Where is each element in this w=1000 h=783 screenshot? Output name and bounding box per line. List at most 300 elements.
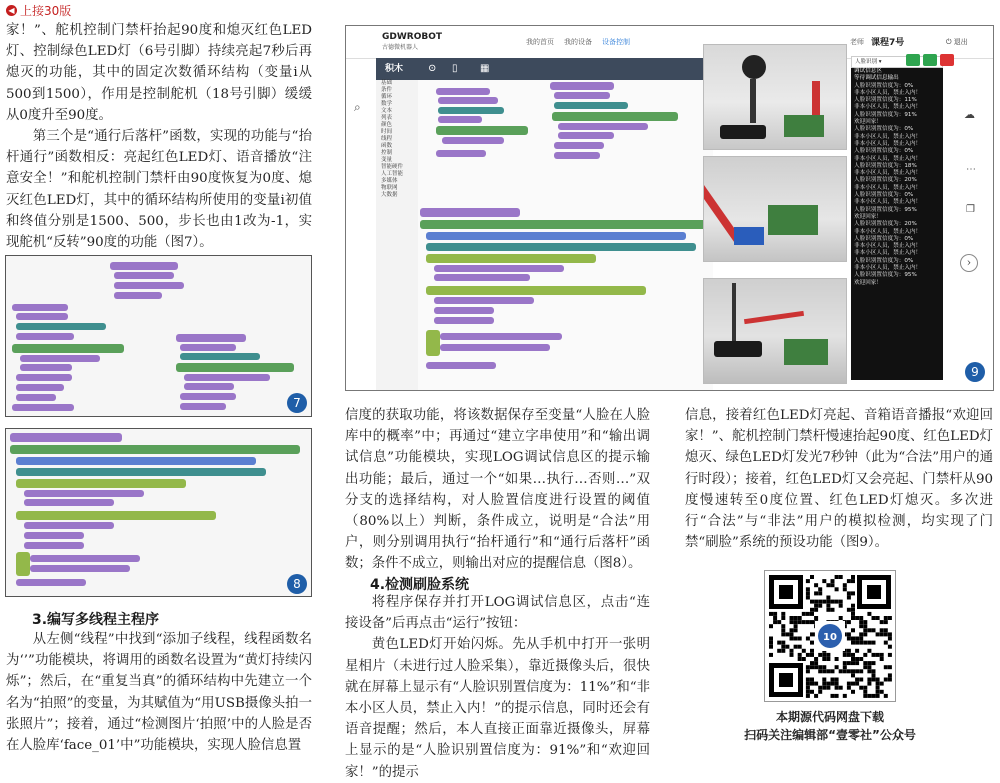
log-line: 人脸识别置信度为：11% xyxy=(854,97,917,104)
qr-module xyxy=(863,661,867,665)
qr-module xyxy=(847,653,851,657)
qr-module xyxy=(888,637,892,641)
qr-module xyxy=(781,641,785,645)
qr-module xyxy=(888,632,892,636)
qr-code-graphic xyxy=(765,571,895,701)
qr-module xyxy=(884,632,888,636)
qr-module xyxy=(859,632,863,636)
qr-module xyxy=(810,575,814,579)
category-item[interactable]: 变量 xyxy=(381,157,393,163)
qr-module xyxy=(851,579,855,583)
qr-module xyxy=(822,686,826,690)
photo-hardware-3 xyxy=(703,278,847,384)
qr-module xyxy=(839,600,843,604)
qr-module xyxy=(806,587,810,591)
connect-button[interactable] xyxy=(906,54,920,66)
log-line: 人脸识别置信度为：0% xyxy=(854,192,914,199)
log-line: 人脸识别置信度为：0% xyxy=(854,148,914,155)
qr-module xyxy=(884,628,888,632)
course-name: 课程7号 xyxy=(871,38,905,48)
exit-label: 退出 xyxy=(953,38,968,46)
qr-module xyxy=(851,690,855,694)
qr-module xyxy=(867,665,871,669)
column-3-text xyxy=(685,405,993,553)
log-line: 人脸识别置信度为：0% xyxy=(854,82,914,89)
qr-module xyxy=(810,665,814,669)
category-item[interactable]: 线程 xyxy=(381,136,393,142)
qr-module xyxy=(790,637,794,641)
qr-code xyxy=(764,570,896,702)
log-title: 调试信息区 xyxy=(854,68,882,74)
qr-module xyxy=(839,575,843,579)
brand-logo xyxy=(382,32,442,51)
qr-module xyxy=(798,616,802,620)
continued-from-label: 上接30版 xyxy=(20,4,72,18)
qr-module xyxy=(810,682,814,686)
qr-caption-line-2: 扫码关注编辑部“壹零社”公众号 xyxy=(744,728,916,742)
qr-module xyxy=(863,665,867,669)
qr-module xyxy=(855,649,859,653)
qr-module xyxy=(863,653,867,657)
qr-module xyxy=(769,637,773,641)
qr-module xyxy=(806,653,810,657)
qr-module xyxy=(839,604,843,608)
qr-module xyxy=(798,645,802,649)
qr-module xyxy=(806,669,810,673)
qr-module xyxy=(851,637,855,641)
qr-module xyxy=(863,624,867,628)
qr-module xyxy=(835,682,839,686)
qr-module xyxy=(880,628,884,632)
qr-module xyxy=(847,682,851,686)
continued-from-tag xyxy=(6,2,71,19)
qr-module xyxy=(888,678,892,682)
qr-module xyxy=(851,591,855,595)
column-2-text-lower xyxy=(345,592,650,783)
qr-module xyxy=(876,686,880,690)
qr-module xyxy=(876,690,880,694)
log-line: 人脸识别置信度为：20% xyxy=(854,221,917,228)
qr-module xyxy=(806,678,810,682)
category-item[interactable]: 大数据 xyxy=(381,192,398,198)
share-icon[interactable]: ⋯ xyxy=(966,164,976,175)
qr-module xyxy=(884,665,888,669)
qr-module xyxy=(769,612,773,616)
qr-module xyxy=(818,669,822,673)
qr-module xyxy=(826,600,830,604)
qr-module xyxy=(785,645,789,649)
qr-module xyxy=(876,694,880,698)
qr-module xyxy=(884,678,888,682)
qr-module xyxy=(810,600,814,604)
qr-module xyxy=(794,645,798,649)
qr-module xyxy=(851,682,855,686)
category-item[interactable]: 智能硬件 xyxy=(381,164,404,170)
qr-module xyxy=(831,669,835,673)
qr-module xyxy=(781,632,785,636)
qr-module xyxy=(884,694,888,698)
qr-module xyxy=(876,616,880,620)
qr-module xyxy=(884,641,888,645)
category-item[interactable]: 数学 xyxy=(381,101,393,107)
qr-module xyxy=(863,686,867,690)
paragraph: 将程序保存并打开LOG调试信息区，点击“连接设备”后再点击“运行”按钮： xyxy=(345,595,650,632)
qr-module xyxy=(851,604,855,608)
qr-module xyxy=(810,649,814,653)
qr-module xyxy=(851,673,855,677)
back-arrow-icon: ◀ xyxy=(6,5,17,16)
category-item[interactable]: 基础 xyxy=(381,80,393,86)
qr-module xyxy=(859,678,863,682)
qr-module xyxy=(855,641,859,645)
qr-module xyxy=(777,649,781,653)
log-line: 人脸识别置信度为：95% xyxy=(854,272,917,279)
qr-module xyxy=(773,620,777,624)
tab-blocks[interactable]: 积木 xyxy=(384,64,403,74)
qr-module xyxy=(790,649,794,653)
qr-module xyxy=(826,686,830,690)
qr-module xyxy=(859,669,863,673)
qr-module xyxy=(781,628,785,632)
qr-module xyxy=(867,678,871,682)
qr-module xyxy=(810,690,814,694)
qr-module xyxy=(839,616,843,620)
qr-module xyxy=(872,616,876,620)
category-item[interactable]: 人工智能 xyxy=(381,171,404,177)
qr-module xyxy=(781,645,785,649)
log-line: 人脸识别置信度为：20% xyxy=(854,177,917,184)
qr-module xyxy=(884,620,888,624)
qr-module xyxy=(781,612,785,616)
qr-module xyxy=(867,682,871,686)
qr-module xyxy=(818,690,822,694)
qr-module xyxy=(814,583,818,587)
qr-module xyxy=(822,657,826,661)
qr-module xyxy=(810,620,814,624)
qr-module xyxy=(790,616,794,620)
qr-module xyxy=(806,620,810,624)
qr-module xyxy=(835,575,839,579)
qr-module xyxy=(802,612,806,616)
qr-module xyxy=(831,579,835,583)
user-role: 老师 xyxy=(850,38,864,46)
qr-module xyxy=(831,600,835,604)
category-item[interactable]: 文本 xyxy=(381,108,393,114)
category-item[interactable]: 条件 xyxy=(381,87,393,93)
qr-module xyxy=(859,641,863,645)
qr-module xyxy=(872,673,876,677)
qr-module xyxy=(769,653,773,657)
qr-module xyxy=(810,678,814,682)
log-lines xyxy=(854,83,940,287)
qr-module xyxy=(798,653,802,657)
qr-module xyxy=(814,694,818,698)
qr-module xyxy=(851,628,855,632)
stop-button[interactable] xyxy=(940,54,954,66)
qr-caption-line-1: 本期源代码网盘下载 xyxy=(775,710,884,724)
qr-module xyxy=(843,694,847,698)
qr-module xyxy=(843,665,847,669)
exit-link[interactable]: ⏻ 退出 xyxy=(946,38,968,46)
qr-module xyxy=(769,624,773,628)
run-button[interactable] xyxy=(923,54,937,66)
qr-module xyxy=(818,600,822,604)
qr-module xyxy=(863,641,867,645)
brand-name: GDWROBOT xyxy=(382,32,443,42)
qr-module xyxy=(822,600,826,604)
qr-module xyxy=(876,632,880,636)
qr-module xyxy=(888,616,892,620)
qr-module xyxy=(855,661,859,665)
qr-module xyxy=(826,657,830,661)
app-topbar xyxy=(346,26,993,59)
qr-module xyxy=(814,665,818,669)
device-select[interactable]: 人脸识别 ▾ xyxy=(851,56,943,68)
qr-module xyxy=(859,624,863,628)
qr-module xyxy=(826,682,830,686)
category-item[interactable]: 循环 xyxy=(381,94,393,100)
qr-module xyxy=(826,604,830,608)
qr-module xyxy=(826,583,830,587)
qr-module xyxy=(818,591,822,595)
log-line: 非本小区人员，禁止入内！ xyxy=(854,89,922,96)
qr-module xyxy=(847,661,851,665)
qr-module xyxy=(831,682,835,686)
qr-module xyxy=(847,669,851,673)
qr-module xyxy=(863,694,867,698)
qr-module xyxy=(855,616,859,620)
qr-module xyxy=(847,686,851,690)
qr-module xyxy=(822,579,826,583)
qr-module xyxy=(810,608,814,612)
qr-module xyxy=(798,620,802,624)
log-line: 欢迎回家！ xyxy=(854,119,882,126)
log-line: 非本小区人员，禁止入内！ xyxy=(854,104,922,111)
qr-module xyxy=(867,612,871,616)
qr-module xyxy=(863,690,867,694)
qr-module xyxy=(855,637,859,641)
log-line: 非本小区人员，禁止入内！ xyxy=(854,199,922,206)
log-line: 非本小区人员，禁止入内！ xyxy=(854,243,922,250)
qr-module xyxy=(872,628,876,632)
section-3-text xyxy=(6,629,312,756)
qr-module xyxy=(831,583,835,587)
qr-module xyxy=(781,616,785,620)
photo-hardware-1 xyxy=(703,44,847,150)
qr-module xyxy=(806,596,810,600)
qr-module xyxy=(872,661,876,665)
qr-module xyxy=(847,649,851,653)
qr-module xyxy=(847,608,851,612)
category-item[interactable]: 列表 xyxy=(381,115,393,121)
brand-subtitle: 古德微机器人 xyxy=(382,44,419,51)
qr-module xyxy=(859,620,863,624)
log-line: 非本小区人员，禁止入内！ xyxy=(854,170,922,177)
category-item[interactable]: 多媒体 xyxy=(381,178,398,184)
qr-module xyxy=(806,591,810,595)
qr-module xyxy=(859,686,863,690)
upload-icon[interactable]: ☁ xyxy=(964,108,975,121)
qr-module xyxy=(843,661,847,665)
qr-module xyxy=(867,694,871,698)
qr-module xyxy=(888,673,892,677)
zoom-search-icon[interactable]: ⌕ xyxy=(354,100,361,114)
svg-text:10: 10 xyxy=(823,632,837,643)
figure-9-number: 9 xyxy=(965,362,985,382)
log-line: 人脸识别置信度为：91% xyxy=(854,111,917,118)
qr-module xyxy=(773,612,777,616)
qr-module xyxy=(806,686,810,690)
qr-module xyxy=(826,608,830,612)
right-sidebar xyxy=(950,68,993,390)
qr-module xyxy=(859,637,863,641)
category-item[interactable]: 时间 xyxy=(381,129,393,135)
qr-module xyxy=(872,678,876,682)
qr-module xyxy=(790,628,794,632)
grid-icon[interactable]: ▦ xyxy=(480,63,490,74)
qr-module xyxy=(777,620,781,624)
qr-module xyxy=(855,678,859,682)
qr-module xyxy=(785,632,789,636)
qr-caption xyxy=(730,708,930,744)
qr-module xyxy=(847,620,851,624)
copy-icon[interactable]: ❐ xyxy=(966,204,975,215)
figure-7 xyxy=(5,255,312,417)
qr-module xyxy=(884,616,888,620)
category-item[interactable]: 控制 xyxy=(381,150,393,156)
section-3-title: 3.编写多线程主程序 xyxy=(32,612,160,628)
column-2-text xyxy=(345,405,650,575)
qr-module xyxy=(859,657,863,661)
paragraph: 家！”、舵机控制门禁杆抬起90度和熄灭红色LED灯、控制绿色LED灯（6号引脚）持续亮起7秒后再熄灭的功能，其中的固定次数循环结构（变量i从500到1500），作用是控制舵机（18号引脚）缓缓从0度升至90度。 xyxy=(6,23,312,123)
category-item[interactable]: 物联网 xyxy=(381,185,398,191)
qr-module xyxy=(851,661,855,665)
editor-toolbar xyxy=(376,58,728,80)
log-line: 非本小区人员，禁止入内！ xyxy=(854,265,922,272)
qr-module xyxy=(880,653,884,657)
paragraph: 黄色LED灯开始闪烁。先从手机中打开一张明星相片（未进行过人脸采集），靠近摄像头后，很快就在屏幕上显示有“人脸识别置信度为：11%”和“非本小区人员，禁止入内！”的提示信息，同时还会有语音提醒；然后，本人直接正面靠近摄像头，屏幕上显示的是“人脸识别置信度为：91%”和“欢迎回家！”的提示 xyxy=(345,637,650,780)
qr-module xyxy=(880,620,884,624)
qr-module xyxy=(872,694,876,698)
qr-module xyxy=(867,628,871,632)
qr-module xyxy=(851,653,855,657)
qr-module xyxy=(843,587,847,591)
qr-module xyxy=(847,632,851,636)
qr-module xyxy=(810,612,814,616)
qr-module xyxy=(847,596,851,600)
qr-module xyxy=(806,694,810,698)
qr-module xyxy=(867,649,871,653)
log-subtitle: 等待调试信息输出 xyxy=(854,75,899,82)
log-line: 人脸识别置信度为：95% xyxy=(854,206,917,213)
qr-module xyxy=(814,608,818,612)
qr-module xyxy=(810,653,814,657)
photo-hardware-2 xyxy=(703,156,847,262)
qr-module xyxy=(859,616,863,620)
nav-home[interactable]: 我的首页 xyxy=(526,38,554,46)
qr-module xyxy=(794,624,798,628)
paragraph: 信息，接着红色LED灯亮起、音箱语音播报“欢迎回家！”、舵机控制门禁杆慢速抬起90度、红色LED灯熄灭、绿色LED灯发光7秒钟（此为“合法”用户的通行时段）；接着，红色LED灯又会亮起、门禁杆从90度慢速转至0度位置、红色LED灯熄灭。多次进行“合法”与“非法”用户的模拟检测，均实现了门禁“刷脸”系统的预设功能（图9）。 xyxy=(685,408,993,551)
log-line: 人脸识别置信度为：0% xyxy=(854,235,914,242)
qr-module xyxy=(781,624,785,628)
qr-module xyxy=(839,669,843,673)
qr-module xyxy=(814,616,818,620)
qr-module xyxy=(880,682,884,686)
next-arrow-icon[interactable]: › xyxy=(960,254,978,272)
log-line: 人脸识别置信度为：18% xyxy=(854,162,917,169)
log-line: 非本小区人员，禁止入内！ xyxy=(854,250,922,257)
qr-module xyxy=(818,665,822,669)
log-line: 非本小区人员，禁止入内！ xyxy=(854,140,922,147)
qr-module xyxy=(814,591,818,595)
search-icon[interactable]: ⊙ xyxy=(428,63,437,74)
qr-module xyxy=(831,678,835,682)
qr-module xyxy=(794,637,798,641)
qr-module xyxy=(826,653,830,657)
qr-module xyxy=(814,604,818,608)
category-item[interactable]: 函数 xyxy=(381,143,393,149)
qr-module xyxy=(802,620,806,624)
blocks-workspace[interactable] xyxy=(418,80,713,390)
qr-module xyxy=(794,616,798,620)
qr-module xyxy=(822,653,826,657)
paragraph: 第三个是“通行后落杆”函数，实现的功能与“抬杆通行”函数相反：亮起红色LED灯、语音播放“注意安全！”和舵机控制门禁杆由90度恢复为0度、熄灭红色LED灯，其中的循环结构所使用的变量i初值和终值分别是1500、500，步长也由1改为-1，实现舵机“反转”90度的功能（图7）。 xyxy=(6,129,312,251)
qr-module xyxy=(835,678,839,682)
log-panel xyxy=(851,68,943,380)
qr-module xyxy=(835,600,839,604)
nav-device-control[interactable]: 设备控制 xyxy=(602,38,630,46)
log-line: 非本小区人员，禁止入内！ xyxy=(854,155,922,162)
category-item[interactable]: 颜色 xyxy=(381,122,393,128)
qr-module xyxy=(822,665,826,669)
qr-module xyxy=(835,657,839,661)
qr-module xyxy=(876,653,880,657)
qr-module xyxy=(880,690,884,694)
file-icon[interactable]: ▯ xyxy=(452,63,458,74)
qr-module xyxy=(843,653,847,657)
qr-module xyxy=(872,669,876,673)
nav-devices[interactable]: 我的设备 xyxy=(564,38,592,46)
qr-module xyxy=(855,657,859,661)
qr-module xyxy=(863,620,867,624)
qr-module xyxy=(818,686,822,690)
qr-module xyxy=(851,608,855,612)
qr-module xyxy=(769,641,773,645)
qr-module xyxy=(777,641,781,645)
figure-8-number: 8 xyxy=(287,574,307,594)
qr-module xyxy=(814,682,818,686)
qr-module xyxy=(851,657,855,661)
qr-module xyxy=(798,657,802,661)
column-1-text xyxy=(6,20,312,253)
figure-9-screenshot xyxy=(345,25,994,391)
log-line: 非本小区人员，禁止入内！ xyxy=(854,228,922,235)
block-categories xyxy=(376,80,419,390)
qr-module xyxy=(835,665,839,669)
log-line: 人脸识别置信度为：0% xyxy=(854,126,914,133)
qr-module xyxy=(888,653,892,657)
qr-module xyxy=(867,669,871,673)
qr-module xyxy=(769,645,773,649)
qr-module xyxy=(814,661,818,665)
qr-module xyxy=(773,616,777,620)
qr-module xyxy=(888,645,892,649)
qr-module xyxy=(794,628,798,632)
qr-module xyxy=(798,637,802,641)
qr-module xyxy=(851,669,855,673)
qr-module xyxy=(847,591,851,595)
log-line: 非本小区人员，禁止入内！ xyxy=(854,133,922,140)
